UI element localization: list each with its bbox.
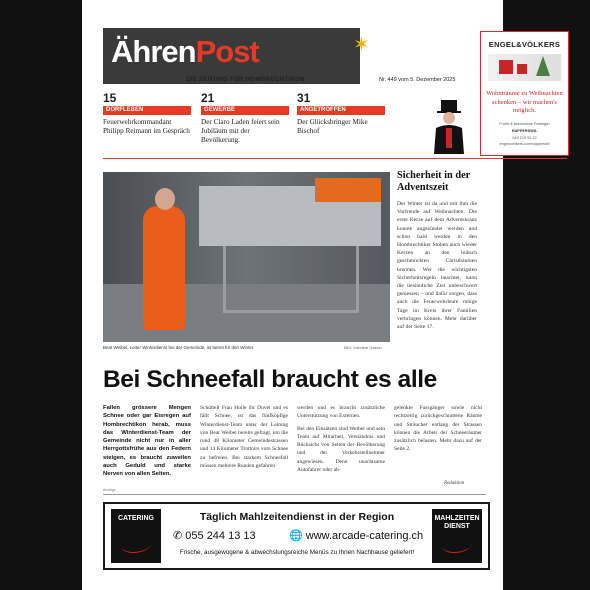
ad-phone: ✆ 055 244 13 13	[173, 530, 256, 542]
ad-desc: Frische, ausgewogene & abwechslungsreiche Menüs zu Ihnen Nachhause geliefert!	[179, 549, 415, 556]
teaser-section: DORFLEBEN	[103, 106, 191, 115]
catering-logo: CATERING	[111, 509, 161, 563]
chimney-sweep-image	[428, 100, 470, 154]
teaser-page: 15	[103, 91, 117, 105]
ad-line: RAPPERSWIL	[511, 129, 538, 133]
engel-voelkers-ad[interactable]	[480, 31, 569, 156]
ad-web[interactable]: 🌐 www.arcade-catering.ch	[289, 530, 424, 542]
ad-label: Anzeige	[103, 488, 116, 492]
ad-line: 043 210 92 22	[512, 136, 537, 140]
phone-icon: ✆	[173, 530, 186, 542]
worker-figure	[143, 206, 185, 330]
teaser-angetroffen[interactable]	[297, 92, 385, 136]
gift-icon	[517, 64, 527, 74]
divider	[103, 158, 567, 159]
teaser-text: Der Claro Laden feiert sein Jubiläum mit der Bevölkerung.	[201, 118, 280, 144]
teaser-dorfleben[interactable]	[103, 92, 191, 136]
sidebar-heading: Sicherheit in der Adventszeit	[397, 170, 471, 193]
teaser-text: Feuerwehrkommandant Philipp Reimann im Gespräch	[103, 118, 190, 135]
photo-caption: Beat Weibel, Leiter Winterdienst bei der Gemeinde, ist bereit für den Winter.	[103, 345, 255, 350]
signature-icon	[121, 536, 151, 553]
article-column: Schüttelt Frau Holle ihr Duvet und es fällt Schnee, ist das fünfköpfige Winterdienst-Team unter der Leitung von Beat Weibel bereits gefragt, um die rund 48 Kilometer Gemeindestrassen und 14 Kilometer Trottoirs vom Schnee zu befreien. Bei starkem Schneefall müssen mehrere Runden gefahren	[200, 405, 288, 470]
divider	[103, 494, 486, 495]
teaser-page: 21	[201, 91, 215, 105]
article-signoff: Redaktion	[444, 481, 465, 486]
photo-credit: Bild: Gabriela Gasser	[344, 345, 383, 350]
teaser-gewerbe[interactable]	[201, 92, 289, 145]
teaser-section: ANGETROFFEN	[297, 106, 385, 115]
teaser-text: Der Glücksbringer Mike Bischof	[297, 118, 368, 135]
logo-accent: Post	[195, 34, 259, 69]
ad-message: Wohnträume zu Weihnachten schenken – wir machen's möglich.	[486, 90, 563, 114]
mahlzeiten-logo: MAHLZEITEN DIENST	[432, 509, 482, 563]
ad-brand: ENGEL&VÖLKERS	[488, 40, 561, 49]
wheat-icon: ✶	[353, 34, 370, 56]
ad-title: Täglich Mahlzeitendienst in der Region	[199, 511, 395, 523]
lead-photo[interactable]	[103, 172, 390, 342]
tagline: DIE ZEITUNG FÜR HOMBRECHTIKON	[186, 76, 305, 83]
ad-line: Frohe & besinnliche Festtage!	[499, 122, 550, 126]
teaser-section: GEWERBE	[201, 106, 289, 115]
gift-icon	[499, 60, 513, 74]
logo-main: Ähren	[111, 34, 196, 69]
ad-line: engelvoelkers.com/rapperswil	[499, 142, 550, 146]
issue-number: Nr. 449 vom 5. Dezember 2025	[379, 77, 456, 83]
sidebar-body: Der Winter ist da und mit ihm die Vorfreude auf Weihnachten. Die erste Kerze auf dem Adventskranz konnte angezündet werden und schon bald werden in den Hombrechtiker Stuben auch wieder Kerzen an den hübsch geschmückten Christbäumen brennen. Wer die wichtigsten Sicherheitsregeln beachtet, kann die besinnliche Zeit unbeschwert geniessen – und dafür sorgen, dass auch die Feuerwehrleute ruhige Tage im Kreis ihrer Familien verbringen können. Mehr darüber auf der Seite 17.	[397, 201, 477, 331]
article-lead: Fallen grössere Mengen Schnee oder gar Eisregen auf Hombrechtikon herab, muss das Winterdienst-Team der Gemeinde nicht nur in aller Herrgottsfrühe aus den Federn steigen, es braucht zuweilen auch Geduld und starke Nerven von allen Seiten.	[103, 405, 191, 478]
teaser-page: 31	[297, 91, 311, 105]
article-column: gelenkte Fussgänger sowie nicht rechtzeitig zurückgeschnittene Räume und Sträucher entlang der Strassen können die Arbeit der Schneeräumer zusätzlich belasten. Mehr dazu auf der Seite 2.	[394, 405, 482, 453]
article-column: werden und es braucht zusätzliche Unterstützung von Externen. Bei den Einsätzen sind Weibel und sein Team auf Mitarbeit, Verständnis und Rücksicht von Seiten der Bevölkerung und der Verkehrsteilnehmer angewiesen. Denn unachtsame Autofahrer oder ab-	[297, 405, 385, 474]
newspaper-page	[82, 0, 563, 590]
signature-icon	[442, 536, 472, 553]
catering-ad[interactable]	[103, 502, 490, 570]
article-headline: Bei Schneefall braucht es alle	[103, 366, 437, 393]
globe-icon: 🌐	[289, 530, 306, 542]
